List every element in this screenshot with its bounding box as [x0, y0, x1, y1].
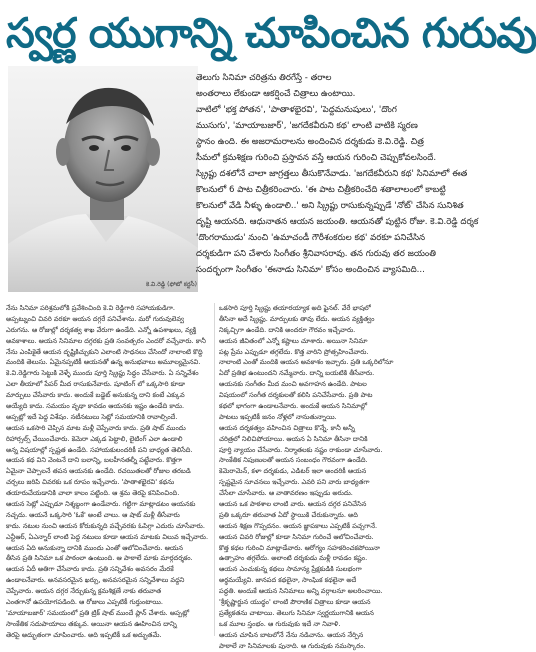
article-line: ఏమైనా చెప్పాలనే తపన ఆయనకు ఉండేది. రచయితలతో రోజుల తరబడి	[6, 467, 191, 476]
article-line: నేను సినిమా పరిశ్రమలోకి ప్రవేశించింది కె.వి రెడ్డిగారి సహాయకుడిగా.	[6, 304, 176, 312]
article-line: ఆయన చివరి రోజుల్లో కూడా సినిమా గురించే ఆలోచించేవారు.	[219, 532, 374, 541]
article-line: ఆయన శిక్షణ గొప్పదనం. ఆయన జ్ఞాపకాలు ఎప్పటికీ పచ్చగానే.	[219, 521, 378, 530]
article-line: ఎరుగను. ఆ రోజుల్లో దర్శకత్వ శాఖ వేరుగా ఉండేది. ఎన్నో ఉపశాఖలు, వ్యక్తి	[6, 325, 197, 334]
article-line: నిక్కచ్చిగా ఉండేది. దానికి అందరూ గౌరవం ఇచ్చేవారు.	[219, 325, 356, 334]
article-line: పాటలు ఇప్పటికీ జనం నోళ్లలో నానుతున్నాయి.	[219, 412, 337, 421]
intro-line: దృష్టి ఆయనది. ఆధునాతన ఆయన జయంతి. ఆయనతో పుట్టిన రోజు. కె.వి.రెడ్డి దర్శక	[196, 217, 479, 227]
article-line: ఆయన ఒక పాఠశాల లాంటి వారు. ఆయన దగ్గర పనిచేసిన	[219, 500, 367, 509]
article-line: ఉత్సాహం తగ్గలేదు. అలాంటి దర్శకుడు మళ్లీ రావడం కష్టం.	[219, 554, 368, 563]
article-line: కథలో భాగంగా ఉండాలనేవారు. అందుకే ఆయన సినిమాల్లో	[219, 402, 368, 411]
article-line: ఆయన ఒకసారి చెప్పిన మాట మళ్లీ చెప్పేవారు కాదు. ప్రతి షాట్ ముందు	[6, 423, 186, 432]
article-line: సాంకేతిక నిపుణులతో ఆయన సంబంధం గౌరవంగా ఉండేది.	[219, 456, 368, 465]
article-line: నాలాంటి ఎంతో మందికి ఆయన అవకాశం ఇచ్చారు. ప్రతి ఒక్కరిలోనూ	[219, 358, 394, 367]
photo-caption: కె.వి.రెడ్డి (ఫోటో కర్టసీ)	[146, 281, 197, 288]
article-line: కెమెరామెన్, కళా దర్శకుడు, ఎడిటర్ ఇలా అందరికీ ఆయన	[219, 467, 367, 476]
intro-line: దర్శకుడిగా పని చేశారు సింగీతం శ్రీనివాసరావు. తన గురువు తర జయంతి	[196, 249, 436, 259]
article-line: ప్రతి ఒక్కరూ తరువాత ఏదో స్థాయికి చేరుకున్నారు. అది	[219, 510, 358, 519]
article-line: కొత్త కథల గురించి మాట్లాడేవారు. ఆరోగ్యం సహకరించకపోయినా	[219, 543, 381, 552]
intro-line: ముసుగు', 'మాయాబజార్', 'జగదేకవీరుని కథ' లాంటి వాటికి స్మరణ	[196, 121, 418, 131]
article-line: నచ్చదు. ఆయనే ఒక్కసారి 'ఓకే' అంటే చాలు. ఆ షాట్ మళ్లీ తీసేవారు	[6, 510, 180, 519]
article-line: కె.వి.రెడ్డిగారు సెట్టుకి వెళ్ళే ముందు పూర్తి స్క్రిప్టు సిద్ధం చేసేవారు. ఏ సన్నివేశం	[6, 369, 199, 378]
article-line: అప్పట్లో ఇదే పెద్ద విశేషం. నటీనటులు సెట్లో సమయానికి రావాల్సిందే.	[6, 412, 178, 421]
article-line: ఆయన సెట్లో ఎప్పుడూ నిశ్శబ్దంగా ఉండేవారు. గట్టిగా మాట్లాడటం ఆయనకు	[6, 500, 196, 509]
article-line: నేను ఎంపికైతే ఆయన దృష్టికిచ్చుకుని ఎలాంటి సాధనలు చేసిందో నాలాంటి కొద్ది	[6, 347, 203, 356]
article-line: 'శ్రీకృష్ణార్జున యుద్ధం' లాంటి పౌరాణిక చిత్రాలు కూడా ఆయన	[219, 598, 371, 607]
article-line: కాదు. నటుల నుంచి ఆయన కోరుకున్నది వచ్చేవరకు ఓపిగ్గా ఎదురు చూసేవారు.	[6, 521, 205, 530]
portrait-illustration	[8, 66, 198, 292]
intro-paragraph	[196, 70, 479, 278]
article-line: ఎలా తీయాలో పేపర్ మీద రాసుకునేవారు. షూటింగ్ లో ఒక్కసారి కూడా	[6, 380, 186, 389]
article-line: పట్ల ప్రేమ ఎప్పుడూ తగ్గలేదు. కొత్త వారిని ప్రోత్సహించేవారు.	[219, 347, 369, 356]
article-line: మార్పులు చేసేవారు కాదు. అందుకే బడ్జెట్ అనుకున్న దాని కంటే ఎక్కువ	[6, 391, 185, 400]
article-line: అయ్యేది కాదు. సమయం వృథా కావడం ఆయనకు ఇష్టం ఉండేది కాదు.	[6, 402, 185, 411]
article-line: అవకాశాలు. ఆయన సినిమాల దగ్గరకు ప్రతి సంవత్సరం ఎందరో వచ్చేవారు. కానీ	[6, 336, 206, 345]
article-line: తీసినా అదే స్క్రిప్టు. మార్పులకు తావు లేదు. ఆయన వ్యక్తిత్వం	[219, 314, 375, 323]
intro-line: 'దొంగరాముడు' నుంచి 'ఉమాచండీ గౌరీశంకరుల కథ' వరకూ పనిచేసిన	[196, 233, 426, 243]
intro-line: సందర్భంగా సింగీతం 'ఈనాడు సినిమా' కోసం అందించిన వ్యాసమిది...	[196, 265, 425, 275]
article-line: మందికి తెలుసు. ఏమైనప్పటికీ ఆయనతో ఉన్న అనుభవాలు అమూల్యమైనవి.	[6, 358, 201, 367]
article-line: పద్ధతి. అందుకే ఆయన సినిమాలు అన్ని వర్గాలనూ అలరించాయి.	[219, 587, 383, 596]
article-line: చెప్పేవారు. ఆయన దగ్గర నేర్చుకున్న క్రమశిక్షణే నాకు తరువాత	[6, 587, 162, 596]
article-line: సాంకేతిక సదుపాయాలు తక్కువ. అయినా ఆయన ఊహించిన దాన్ని	[6, 619, 177, 628]
article-line: ఏదో ప్రతిభ ఉంటుందని నమ్మేవారు. దాన్ని బయటికి తీసేవారు.	[219, 369, 375, 378]
article-line: ఆయన జీవితంలో ఎన్నో కష్టాలు చూశారు. అయినా సినిమా	[219, 336, 368, 345]
portrait-photo	[8, 66, 198, 292]
article-line: రిహార్సల్స్ చేయించేవారు. కెమెరా ఎక్కడ పెట్టాలి, లైటింగ్ ఎలా ఉండాలి	[6, 434, 183, 443]
article-line: చేసేలా చూసేవారు. ఆ వాతావరణం ఇప్పుడు అరుదు.	[219, 489, 353, 498]
article-line: పాఠాలే నా సినిమాలకు పునాది. ఆ గురువుకు నమస్కారం.	[219, 641, 366, 650]
article-line: ఎన్టీఆర్, ఏఎన్నార్ లాంటి పెద్ద నటులు కూడా ఆయన మాటకు విలువ ఇచ్చేవారు.	[6, 532, 209, 541]
article-line: ఆయన ఎంచుకున్న కథలు సామాన్య ప్రేక్షకుడికి సులభంగా	[219, 565, 362, 574]
article-line: తీసిన ప్రతి సినిమా ఒక పాఠంలా ఉంటుంది. ఆ పాఠాలే మాకు మార్గదర్శకం.	[6, 554, 193, 563]
intro-line: కొలనులో 6 పాట చిత్రీకరించారు. 'ఈ పాట చిత్రీకరించేది శతాలాలంలో కాబట్టి	[196, 185, 446, 195]
article-line: విషయంలో సంగీత దర్శకులతో కలిసి పనిచేసేవారు. ప్రతి పాట	[219, 391, 373, 400]
intro-line: అంతరాలు లేకుండా ఆకర్షించే చిత్రాలు ఉంటాయి.	[196, 89, 356, 99]
column-divider	[214, 303, 215, 636]
intro-line: వాటిలో 'భక్త పోతన', 'పాతాళభైరవి', 'పెద్దమనుషులు', 'దొంగ	[196, 105, 397, 115]
article-line: ఆయన ఏది అనుకున్నా దానికి ముందు ఎంతో ఆలోచించేవారు. ఆయన	[6, 543, 183, 552]
article-line: చరిత్రలో నిలిచిపోయాయి. ఆయన ఏ సినిమా తీసినా దానికి	[219, 434, 368, 443]
article-line: స్పష్టమైన సూచనలు ఇచ్చేవారు. ఎవరి పని వారు బాధ్యతగా	[219, 478, 370, 487]
article-line: ఆయనకు సంగీతం మీద మంచి అవగాహన ఉండేది. పాటల	[219, 380, 367, 389]
article-line: ఉండాలనేవారు. అనవసరమైన ఖర్చు, అనవసరమైన సన్నివేశాలు వద్దని	[6, 576, 185, 585]
intro-line: స్థానం ఉంది. ఈ అజరామరాలను అందించిన దర్శకుడు కె.వి.రెడ్డి. చిత్ర	[196, 137, 424, 147]
article-line: ఎంతగానో ఉపయోగపడింది. ఆ రోజులు ఎప్పటికీ గుర్తుంటాయి.	[6, 598, 163, 607]
article-line: ఆయన ఏదీ అతిగా చేసేవారు కాదు. ప్రతి సన్నివేశం అవసరం మేరకే	[6, 565, 174, 574]
intro-line: తెలుగు సినిమా చరిత్రను తిరగేస్తే - తరాల	[196, 73, 332, 83]
intro-line: కొలనులో వేడి నీళ్ళు ఉండాలి..' అని స్క్రిప్టు రాసుకున్నప్పుడే 'నోట్' చేసిన సునిశిత	[196, 201, 464, 211]
intro-line: స్క్రిప్టు దశలోనే చాలా జాగ్రత్తలు తీసుకొనేవాడు. 'జగదేకవీరుని కథ' సినిమాలో ఈత	[196, 169, 468, 179]
article-line: 'మాయాబజార్' సమయంలో ప్రతి ట్రిక్ షాట్ ముందే ప్లాన్ చేశారు. అప్పట్లో	[6, 608, 190, 617]
article-line: ఆయన దర్శకత్వం వహించిన చిత్రాలు కొన్నే. కానీ అన్నీ	[219, 423, 355, 432]
intro-line: సీమలో క్రమశిక్షణ గురించి ప్రస్తావన వస్తే ఆయన గురించి చెప్పుకోవలసిందే.	[196, 153, 437, 163]
article-line: అప్పట్నుంచి చివరి వరకూ ఆయన దగ్గరే పనిచేశాను. మరో గురువులెవ్వ	[6, 314, 184, 323]
article-line: తయారుచేయడానికి చాలా కాలం పట్టింది. ఆ శ్రమ తెరపై కనిపించింది.	[6, 489, 180, 498]
article-line: అర్థమయ్యేవి. జానపద కథలైనా, సాంఘిక కథలైనా అదే	[219, 576, 357, 585]
article-line: ఆయన కథ విని వెంటనే దాని బలాన్ని, బలహీనతల్నీ పట్టేవారు. కొత్తగా	[6, 456, 183, 465]
article-line: ఒకసారి పూర్తి స్క్రిప్టు తయారయ్యాక అది ఫైనల్. వేరే భాషలో	[219, 304, 371, 312]
headline: స్వర్ణ యుగాన్ని చూపించిన గురువు	[6, 9, 536, 57]
article-line: చర్చలు జరిపి చివరకు ఒక రూపం ఇచ్చేవారు. 'పాతాళభైరవి' కథను	[6, 478, 175, 487]
article-column-left	[6, 303, 211, 641]
article-line: ప్రత్యేకతను చాటాయి. తెలుగు సినిమా స్వర్ణయుగానికి ఆయన	[219, 608, 374, 617]
article-line: ఒక మూల స్తంభం. ఆ గురువుకు ఇదే నా నివాళి.	[219, 619, 341, 628]
article-line: తెరపై అద్భుతంగా చూపించారు. అది ఇప్పటికీ ఒక అద్భుతమే.	[6, 630, 162, 639]
article-column-right	[219, 303, 424, 652]
article-line: అన్న విషయాల్లో స్పష్టత ఉండేది. సహాయకులందరికీ పని బాధ్యత తెలిసేది.	[6, 445, 193, 454]
article-line: ఆయన చూపిన బాటలోనే నేను నడిచాను. ఆయన నేర్పిన	[219, 630, 364, 639]
article-line: పూర్తి న్యాయం చేసేవారు. నిర్మాతలకు నష్టం రాకుండా చూసేవారు.	[219, 445, 383, 454]
